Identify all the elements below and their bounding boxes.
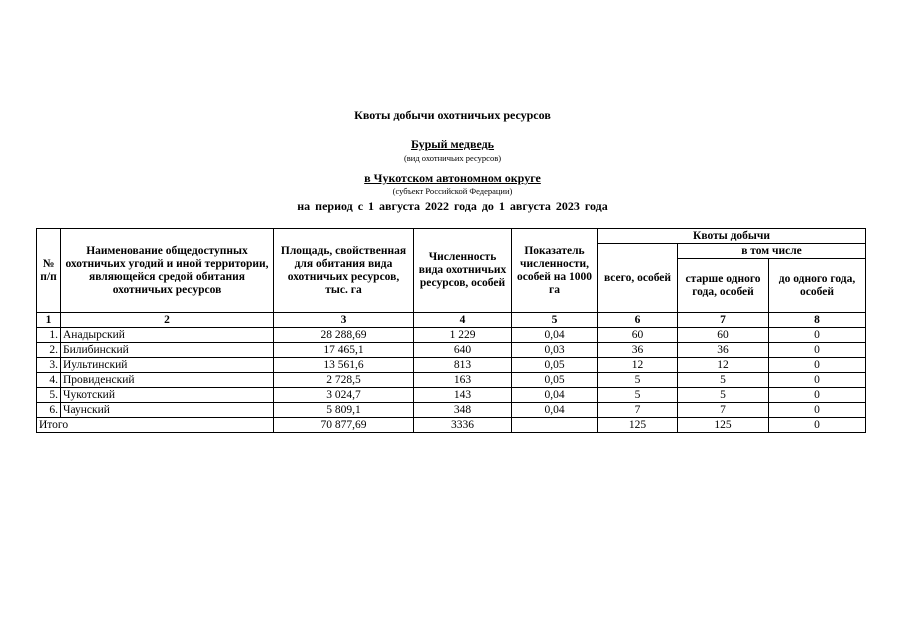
row-area: 5 809,1 — [274, 403, 414, 418]
totals-population: 3336 — [414, 418, 512, 433]
table-row — [37, 328, 866, 343]
row-name: Чукотский — [61, 388, 274, 403]
row-total: 60 — [598, 328, 678, 343]
header-population: Численность вида охотничьих ресурсов, особей — [414, 229, 512, 313]
row-name: Провиденский — [61, 373, 274, 388]
species-caption: (вид охотничьих ресурсов) — [403, 153, 502, 163]
totals-total: 125 — [598, 418, 678, 433]
header-area: Площадь, свойственная для обитания вида охотничьих ресурсов, тыс. га — [274, 229, 414, 313]
header-num: № п/п — [37, 229, 61, 313]
row-index: 6. — [37, 403, 61, 418]
row-area: 28 288,69 — [274, 328, 414, 343]
row-area: 13 561,6 — [274, 358, 414, 373]
row-older: 5 — [678, 388, 769, 403]
colnum: 7 — [678, 313, 769, 328]
row-younger: 0 — [769, 403, 866, 418]
table-row — [37, 358, 866, 373]
row-index: 2. — [37, 343, 61, 358]
header-total: всего, особей — [598, 244, 678, 313]
row-population: 348 — [414, 403, 512, 418]
table-row — [37, 373, 866, 388]
row-total: 7 — [598, 403, 678, 418]
table-row — [37, 403, 866, 418]
row-population: 640 — [414, 343, 512, 358]
table-row — [37, 388, 866, 403]
header-name: Наименование общедоступных охотничьих угодий и иной территории, являющейся средой обитания охотничьих ресурсов — [61, 229, 274, 313]
column-numbers-row — [37, 313, 866, 328]
totals-older: 125 — [678, 418, 769, 433]
period-line: на период с 1 августа 2022 года до 1 августа 2023 года — [297, 199, 608, 213]
row-younger: 0 — [769, 328, 866, 343]
row-density: 0,04 — [512, 328, 598, 343]
row-younger: 0 — [769, 373, 866, 388]
colnum: 6 — [598, 313, 678, 328]
header-density: Показатель численности, особей на 1000 га — [512, 229, 598, 313]
colnum: 3 — [274, 313, 414, 328]
row-name: Анадырский — [61, 328, 274, 343]
row-area: 2 728,5 — [274, 373, 414, 388]
header-older: старше одного года, особей — [678, 259, 769, 313]
totals-area: 70 877,69 — [274, 418, 414, 433]
row-total: 36 — [598, 343, 678, 358]
row-density: 0,05 — [512, 373, 598, 388]
row-older: 12 — [678, 358, 769, 373]
totals-density — [512, 418, 598, 433]
row-index: 3. — [37, 358, 61, 373]
header-including: в том числе — [678, 244, 866, 259]
row-older: 7 — [678, 403, 769, 418]
colnum: 1 — [37, 313, 61, 328]
row-population: 163 — [414, 373, 512, 388]
table-row — [37, 343, 866, 358]
region-name: в Чукотском автономном округе — [364, 171, 541, 185]
row-index: 5. — [37, 388, 61, 403]
totals-label: Итого — [37, 418, 274, 433]
totals-row — [37, 418, 866, 433]
row-total: 12 — [598, 358, 678, 373]
row-area: 17 465,1 — [274, 343, 414, 358]
colnum: 8 — [769, 313, 866, 328]
row-density: 0,04 — [512, 388, 598, 403]
colnum: 4 — [414, 313, 512, 328]
row-density: 0,05 — [512, 358, 598, 373]
row-younger: 0 — [769, 388, 866, 403]
row-density: 0,03 — [512, 343, 598, 358]
row-population: 143 — [414, 388, 512, 403]
header-quota-group: Квоты добычи — [598, 229, 866, 244]
row-index: 4. — [37, 373, 61, 388]
species-name: Бурый медведь — [410, 137, 495, 151]
colnum: 5 — [512, 313, 598, 328]
header-younger: до одного года, особей — [769, 259, 866, 313]
row-older: 36 — [678, 343, 769, 358]
row-total: 5 — [598, 373, 678, 388]
totals-younger: 0 — [769, 418, 866, 433]
row-index: 1. — [37, 328, 61, 343]
row-name: Билибинский — [61, 343, 274, 358]
row-population: 813 — [414, 358, 512, 373]
row-older: 60 — [678, 328, 769, 343]
document-title: Квоты добычи охотничьих ресурсов — [354, 108, 551, 122]
row-younger: 0 — [769, 343, 866, 358]
row-older: 5 — [678, 373, 769, 388]
row-density: 0,04 — [512, 403, 598, 418]
colnum: 2 — [61, 313, 274, 328]
region-caption: (субъект Российской Федерации) — [392, 186, 513, 196]
row-name: Иультинский — [61, 358, 274, 373]
row-name: Чаунский — [61, 403, 274, 418]
row-younger: 0 — [769, 358, 866, 373]
row-total: 5 — [598, 388, 678, 403]
quota-table — [36, 228, 866, 433]
row-population: 1 229 — [414, 328, 512, 343]
row-area: 3 024,7 — [274, 388, 414, 403]
